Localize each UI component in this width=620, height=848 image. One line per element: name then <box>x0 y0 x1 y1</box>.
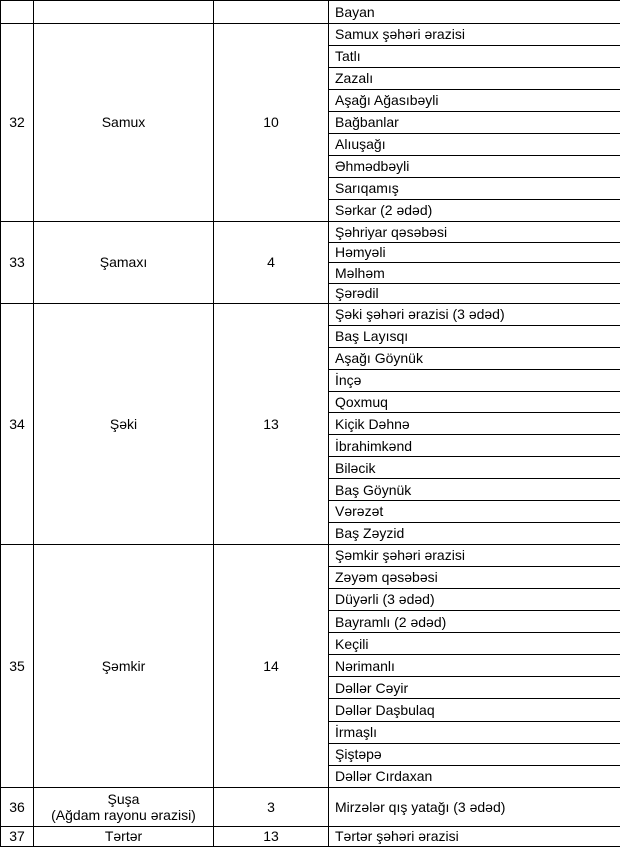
district-name-cell: Samux <box>34 24 214 222</box>
settlement-cell: İnçə <box>329 369 620 391</box>
settlement-cell: Vərəzət <box>329 501 620 523</box>
settlement-cell: Bayan <box>329 1 620 24</box>
settlement-cell: Dəllər Daşbulaq <box>329 699 620 721</box>
settlement-cell: Dəllər Cırdaxan <box>329 765 620 787</box>
table-row <box>1 1 620 24</box>
count-cell: 14 <box>214 544 329 787</box>
settlement-cell: Zəyəm qəsəbəsi <box>329 566 620 588</box>
settlement-cell: Dəllər Cəyir <box>329 677 620 699</box>
settlement-cell: Sarıqamış <box>329 178 620 200</box>
count-cell <box>214 1 329 24</box>
table-row <box>1 304 620 326</box>
count-cell: 13 <box>214 826 329 846</box>
settlements-table-body <box>1 1 620 847</box>
settlement-cell: Məlhəm <box>329 263 620 284</box>
table-row <box>1 787 620 826</box>
settlement-cell: Tərtər şəhəri ərazisi <box>329 826 620 846</box>
settlement-cell: Zazalı <box>329 68 620 90</box>
settlement-cell: Sərkar (2 ədəd) <box>329 200 620 222</box>
settlement-cell: Keçili <box>329 633 620 655</box>
district-name-cell <box>34 787 214 826</box>
settlement-cell: Düyərli (3 ədəd) <box>329 588 620 610</box>
settlement-cell: Şiştəpə <box>329 743 620 765</box>
district-name-cell <box>34 1 214 24</box>
table-row <box>1 24 620 46</box>
settlement-cell: Qoxmuq <box>329 391 620 413</box>
row-number-cell: 37 <box>1 826 34 846</box>
count-cell: 13 <box>214 304 329 545</box>
table-row <box>1 544 620 566</box>
row-number-cell: 32 <box>1 24 34 222</box>
settlement-cell: Tatlı <box>329 46 620 68</box>
settlement-cell: Aşağı Ağasıbəyli <box>329 90 620 112</box>
settlement-cell: Bağbanlar <box>329 112 620 134</box>
settlement-cell: Kiçik Dəhnə <box>329 413 620 435</box>
settlement-cell: Şəki şəhəri ərazisi (3 ədəd) <box>329 304 620 326</box>
settlement-cell: Nərimanlı <box>329 655 620 677</box>
count-cell: 3 <box>214 787 329 826</box>
count-cell: 4 <box>214 222 329 304</box>
count-cell: 10 <box>214 24 329 222</box>
settlement-cell: Mirzələr qış yatağı (3 ədəd) <box>329 787 620 826</box>
row-number-cell: 34 <box>1 304 34 545</box>
settlement-cell: Baş Layısqı <box>329 325 620 347</box>
district-name-cell: Tərtər <box>34 826 214 846</box>
settlement-cell: Baş Göynük <box>329 479 620 501</box>
settlement-cell: Aşağı Göynük <box>329 347 620 369</box>
row-number-cell: 36 <box>1 787 34 826</box>
settlement-cell: Samux şəhəri ərazisi <box>329 24 620 46</box>
row-number-cell: 35 <box>1 544 34 787</box>
settlement-cell: İrmaşlı <box>329 721 620 743</box>
settlement-cell: Baş Zəyzid <box>329 522 620 544</box>
settlement-cell: Bayramlı (2 ədəd) <box>329 611 620 633</box>
table-row <box>1 222 620 243</box>
district-name-line2: (Ağdam rayonu ərazisi) <box>51 806 196 823</box>
settlement-cell: Şəhriyar qəsəbəsi <box>329 222 620 243</box>
settlement-cell: Alıuşağı <box>329 134 620 156</box>
district-name-cell: Şəmkir <box>34 544 214 787</box>
settlement-cell: Şərədil <box>329 283 620 304</box>
settlement-cell: Əhmədbəyli <box>329 156 620 178</box>
table-row <box>1 826 620 846</box>
settlement-cell: Şəmkir şəhəri ərazisi <box>329 544 620 566</box>
row-number-cell: 33 <box>1 222 34 304</box>
settlement-cell: Biləcik <box>329 457 620 479</box>
district-name-cell: Şəki <box>34 304 214 545</box>
row-number-cell <box>1 1 34 24</box>
district-name-line1: Şuşa <box>107 790 140 807</box>
settlement-cell: Həmyəli <box>329 242 620 263</box>
district-name-cell: Şamaxı <box>34 222 214 304</box>
settlement-cell: İbrahimkənd <box>329 435 620 457</box>
